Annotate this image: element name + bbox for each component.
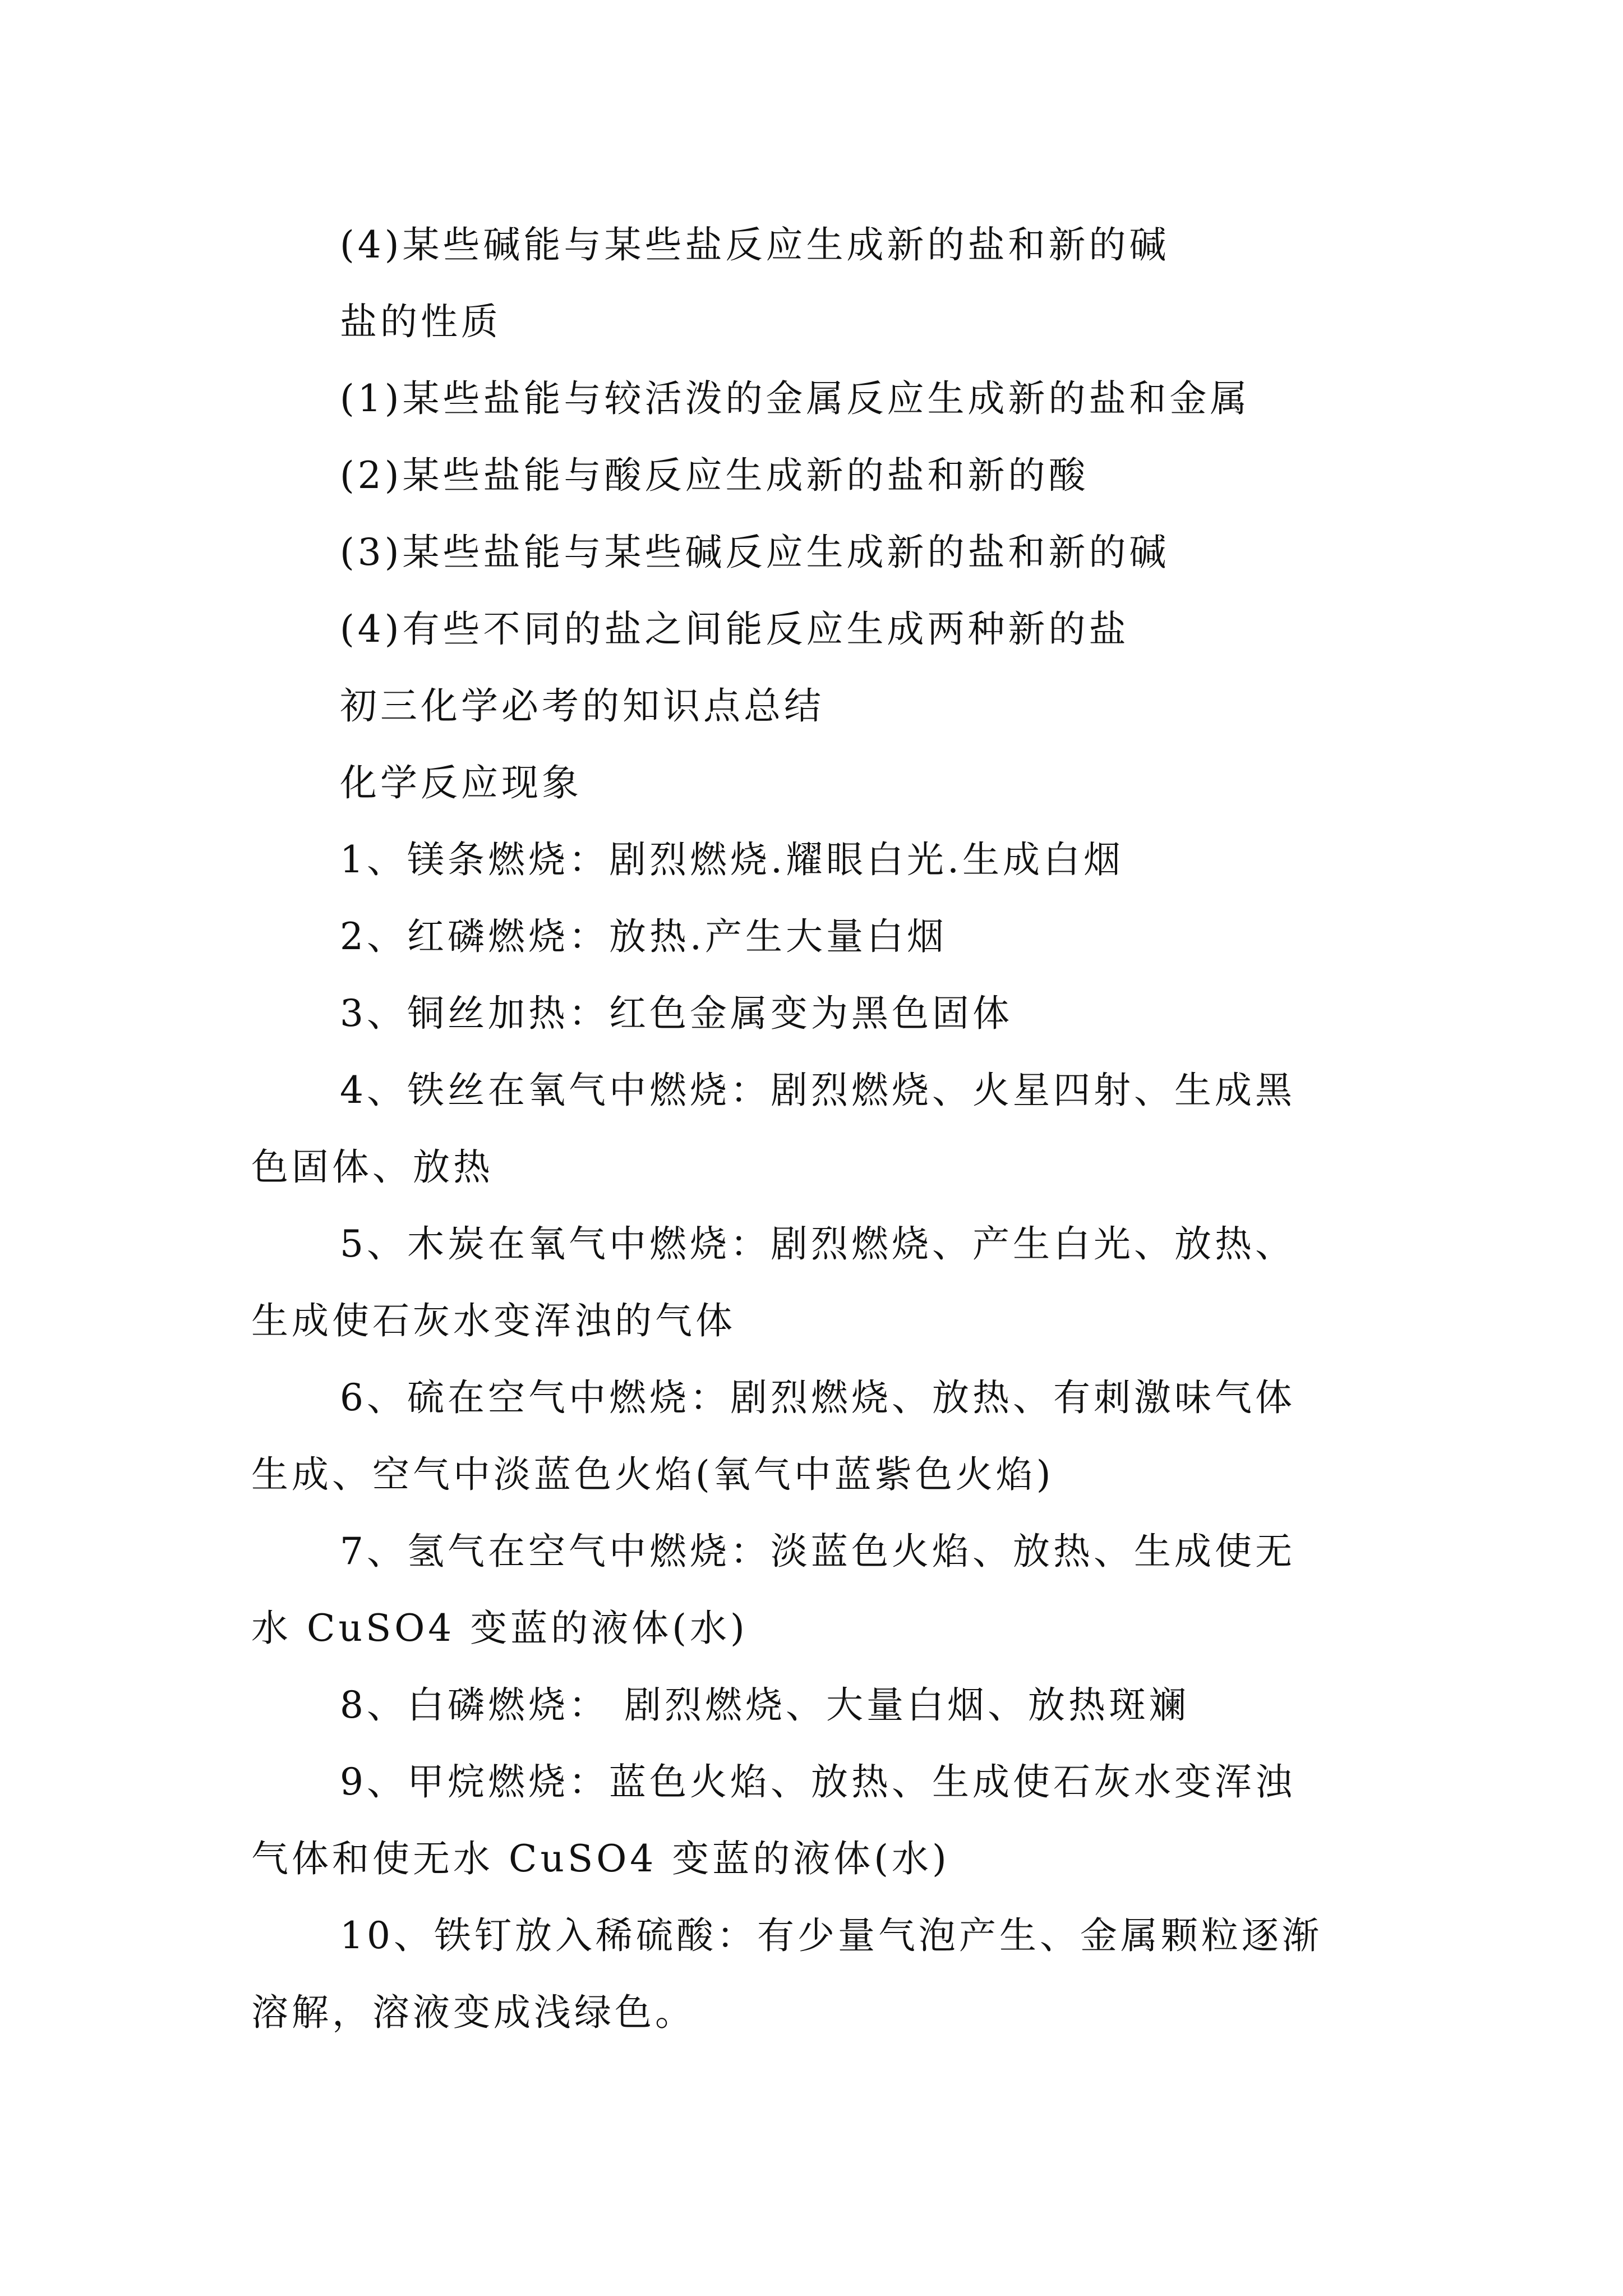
- text-line: 4、铁丝在氧气中燃烧：剧烈燃烧、火星四射、生成黑: [340, 1069, 1295, 1112]
- section-heading-summary: 初三化学必考的知识点总结: [340, 684, 824, 728]
- text-line: (4)某些碱能与某些盐反应生成新的盐和新的碱: [340, 223, 1170, 266]
- text-line: (4)有些不同的盐之间能反应生成两种新的盐: [340, 608, 1129, 651]
- text-line: (3)某些盐能与某些碱反应生成新的盐和新的碱: [340, 531, 1170, 574]
- text-line: 6、硫在空气中燃烧：剧烈燃烧、放热、有刺激味气体: [340, 1376, 1295, 1419]
- text-line: (2)某些盐能与酸反应生成新的盐和新的酸: [340, 454, 1089, 497]
- section-heading-reaction-phenomena: 化学反应现象: [340, 761, 582, 804]
- document-body: [251, 206, 1384, 2051]
- text-line: 色固体、放热: [251, 1145, 494, 1189]
- text-line: 2、红磷燃烧：放热.产生大量白烟: [340, 915, 947, 958]
- text-line: 9、甲烷燃烧：蓝色火焰、放热、生成使石灰水变浑浊: [340, 1760, 1295, 1803]
- text-line: 生成、空气中淡蓝色火焰(氧气中蓝紫色火焰): [251, 1453, 1054, 1496]
- text-line: (1)某些盐能与较活泼的金属反应生成新的盐和金属: [340, 377, 1251, 420]
- text-line: 8、白磷燃烧： 剧烈燃烧、大量白烟、放热斑斓: [340, 1683, 1189, 1727]
- text-line: 3、铜丝加热：红色金属变为黑色固体: [340, 992, 1013, 1035]
- text-line: 1、镁条燃烧：剧烈燃烧.耀眼白光.生成白烟: [340, 838, 1124, 881]
- text-line: 生成使石灰水变浑浊的气体: [251, 1299, 736, 1342]
- text-line: 10、铁钉放入稀硫酸：有少量气泡产生、金属颗粒逐渐: [340, 1914, 1322, 1957]
- text-line: 7、氢气在空气中燃烧：淡蓝色火焰、放热、生成使无: [340, 1530, 1295, 1573]
- text-line: 水 CuSO4 变蓝的液体(水): [251, 1607, 748, 1650]
- text-line: 气体和使无水 CuSO4 变蓝的液体(水): [251, 1837, 950, 1880]
- text-line: 5、木炭在氧气中燃烧：剧烈燃烧、产生白光、放热、: [340, 1222, 1295, 1266]
- section-heading-salt-properties: 盐的性质: [340, 300, 501, 343]
- text-line: 溶解，溶液变成浅绿色。: [251, 1991, 695, 2034]
